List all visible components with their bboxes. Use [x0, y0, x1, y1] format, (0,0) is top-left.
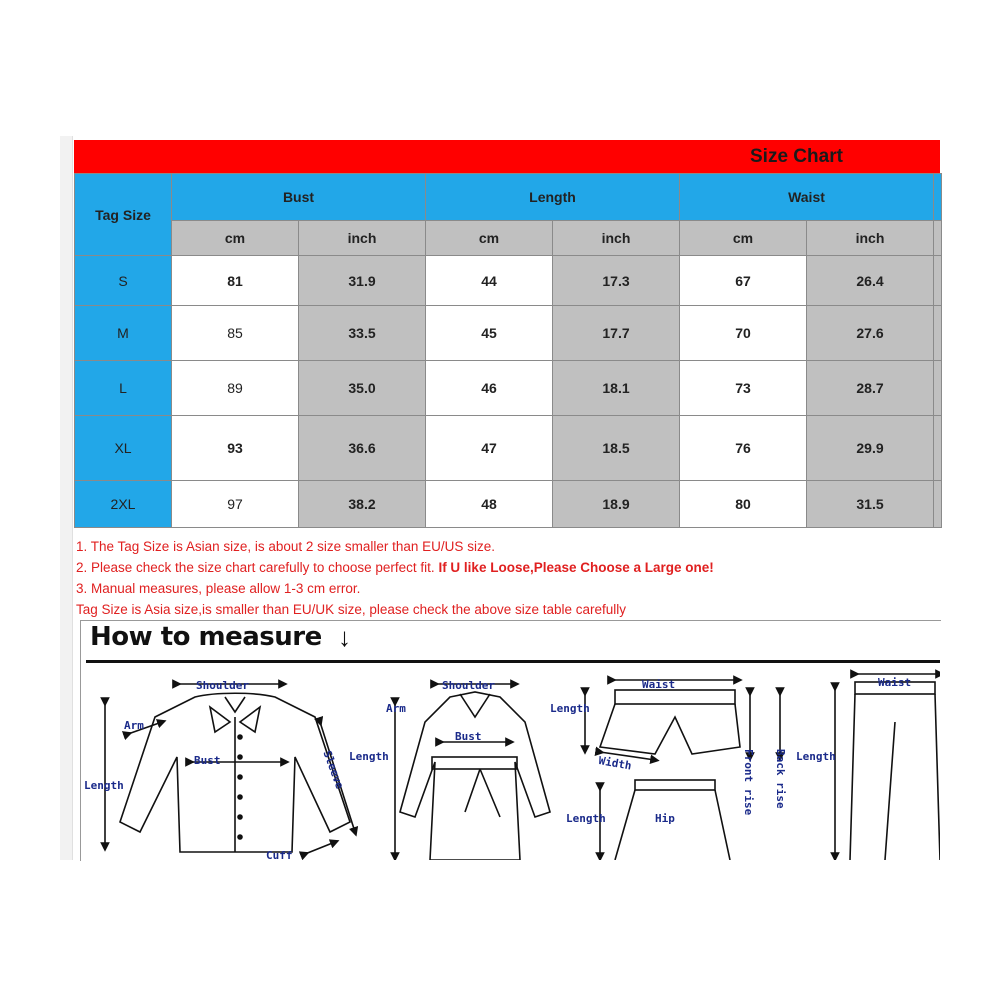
unit-header: cm [680, 221, 807, 256]
cut-off-cell [934, 221, 942, 256]
value-cell: 80 [680, 481, 807, 528]
cut-off-cell [934, 306, 942, 361]
value-cell: 45 [426, 306, 553, 361]
value-cell: 85 [172, 306, 299, 361]
table-row [75, 416, 942, 481]
arm-label: Arm [124, 719, 144, 732]
note-emphasis: If U like Loose,Please Choose a Large one! [438, 560, 714, 575]
note-line [76, 557, 940, 578]
tag-size-cell: L [75, 361, 172, 416]
arm-label: Arm [386, 702, 406, 715]
down-arrow-icon: ↓ [338, 622, 351, 652]
value-cell: 33.5 [299, 306, 426, 361]
value-cell: 73 [680, 361, 807, 416]
shoulder-label: Shoulder [196, 679, 249, 692]
value-cell: 36.6 [299, 416, 426, 481]
value-cell: 18.5 [553, 416, 680, 481]
table-row [75, 256, 942, 306]
sheet-gutter [60, 136, 73, 860]
unit-header: cm [426, 221, 553, 256]
front-rise-label: Front rise [742, 749, 755, 816]
value-cell: 46 [426, 361, 553, 416]
bust-label: Bust [455, 730, 482, 743]
measurement-illustrations [80, 662, 940, 860]
value-cell: 17.7 [553, 306, 680, 361]
cut-off-cell [934, 256, 942, 306]
length-label: Length [84, 779, 124, 792]
note-line: 3. Manual measures, please allow 1-3 cm error. [76, 581, 361, 596]
table-row [75, 306, 942, 361]
value-cell: 89 [172, 361, 299, 416]
length-label: Length [550, 702, 590, 715]
pants-illustration [835, 674, 940, 860]
length-header: Length [426, 174, 680, 221]
shorts-illustration [585, 680, 780, 760]
cut-off-cell [934, 361, 942, 416]
dress-illustration [395, 684, 550, 860]
value-cell: 38.2 [299, 481, 426, 528]
waist-label: Waist [878, 676, 912, 689]
note-text: 2. Please check the size chart carefully to choose perfect fit. [76, 560, 439, 575]
unit-header: cm [172, 221, 299, 256]
value-cell: 81 [172, 256, 299, 306]
value-cell: 26.4 [807, 256, 934, 306]
length-label: Length [796, 750, 836, 763]
tag-size-cell: 2XL [75, 481, 172, 528]
value-cell: 35.0 [299, 361, 426, 416]
length-label: Length [349, 750, 389, 763]
cut-off-cell [934, 481, 942, 528]
unit-header: inch [553, 221, 680, 256]
value-cell: 47 [426, 416, 553, 481]
how-to-measure-title: How to measure [90, 622, 322, 652]
waist-header: Waist [680, 174, 934, 221]
width-label: Width [597, 754, 633, 773]
sleeve-label: Sleeve [320, 748, 347, 791]
unit-header: inch [299, 221, 426, 256]
waist-label: Waist [642, 678, 676, 691]
tag-size-cell: M [75, 306, 172, 361]
value-cell: 67 [680, 256, 807, 306]
tag-size-cell: S [75, 256, 172, 306]
value-cell: 17.3 [553, 256, 680, 306]
note-line: 1. The Tag Size is Asian size, is about 2 size smaller than EU/US size. [76, 539, 495, 554]
table-row [75, 481, 942, 528]
value-cell: 93 [172, 416, 299, 481]
bust-header: Bust [172, 174, 426, 221]
table-row [75, 361, 942, 416]
chart-title: Size Chart [750, 146, 843, 167]
cuff-label: Cuff [266, 849, 293, 860]
unit-header: inch [807, 221, 934, 256]
size-notes [76, 536, 940, 620]
value-cell: 97 [172, 481, 299, 528]
blouse-illustration [105, 684, 355, 854]
hip-label: Hip [655, 812, 675, 825]
cut-off-cell [934, 416, 942, 481]
value-cell: 48 [426, 481, 553, 528]
tag-size-header: Tag Size [75, 174, 172, 256]
tag-size-cell: XL [75, 416, 172, 481]
value-cell: 18.9 [553, 481, 680, 528]
value-cell: 44 [426, 256, 553, 306]
value-cell: 27.6 [807, 306, 934, 361]
value-cell: 70 [680, 306, 807, 361]
value-cell: 31.9 [299, 256, 426, 306]
size-table [74, 173, 942, 528]
back-rise-label: Back rise [774, 749, 787, 809]
length-label: Length [566, 812, 606, 825]
value-cell: 31.5 [807, 481, 934, 528]
value-cell: 28.7 [807, 361, 934, 416]
cut-off-header [934, 174, 942, 221]
value-cell: 76 [680, 416, 807, 481]
note-line: Tag Size is Asia size,is smaller than EU/UK size, please check the above size table carefully [76, 602, 627, 617]
bust-label: Bust [194, 754, 221, 767]
value-cell: 29.9 [807, 416, 934, 481]
value-cell: 18.1 [553, 361, 680, 416]
shoulder-label: Shoulder [442, 679, 495, 692]
